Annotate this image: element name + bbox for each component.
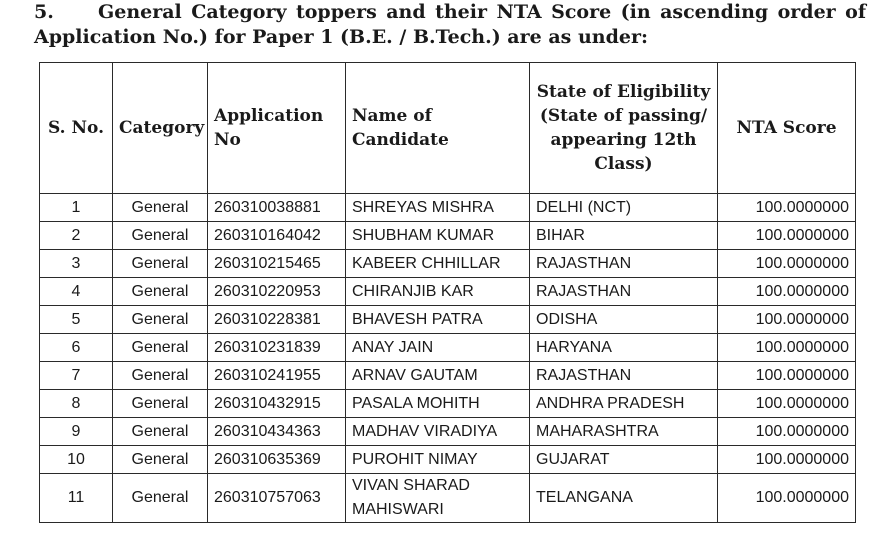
cell-category: General: [113, 390, 208, 418]
header-candidate-name: Name of Candidate: [346, 63, 530, 194]
cell-nta-score: 100.0000000: [718, 334, 856, 362]
cell-state: DELHI (NCT): [530, 194, 718, 222]
cell-application-no: 260310164042: [208, 222, 346, 250]
table-row: [40, 418, 856, 446]
cell-category: General: [113, 306, 208, 334]
cell-sno: 4: [40, 278, 113, 306]
table-row: [40, 250, 856, 278]
cell-state: RAJASTHAN: [530, 362, 718, 390]
cell-application-no: 260310757063: [208, 474, 346, 523]
toppers-table: [39, 62, 856, 523]
cell-nta-score: 100.0000000: [718, 278, 856, 306]
cell-state: GUJARAT: [530, 446, 718, 474]
cell-application-no: 260310241955: [208, 362, 346, 390]
cell-category: General: [113, 250, 208, 278]
table-row: [40, 222, 856, 250]
header-category: Category: [113, 63, 208, 194]
cell-application-no: 260310228381: [208, 306, 346, 334]
table-body: [40, 194, 856, 523]
header-application-no: Application No: [208, 63, 346, 194]
table-row: [40, 474, 856, 523]
cell-sno: 6: [40, 334, 113, 362]
cell-state: HARYANA: [530, 334, 718, 362]
cell-category: General: [113, 362, 208, 390]
table-row: [40, 390, 856, 418]
cell-sno: 2: [40, 222, 113, 250]
cell-sno: 5: [40, 306, 113, 334]
cell-category: General: [113, 418, 208, 446]
header-nta-score: NTA Score: [718, 63, 856, 194]
cell-candidate-name: KABEER CHHILLAR: [346, 250, 530, 278]
section-heading: [34, 0, 866, 50]
table-row: [40, 446, 856, 474]
cell-sno: 8: [40, 390, 113, 418]
cell-state: RAJASTHAN: [530, 250, 718, 278]
cell-state: RAJASTHAN: [530, 278, 718, 306]
cell-nta-score: 100.0000000: [718, 362, 856, 390]
cell-state: ODISHA: [530, 306, 718, 334]
cell-application-no: 260310220953: [208, 278, 346, 306]
cell-sno: 1: [40, 194, 113, 222]
cell-candidate-name: PUROHIT NIMAY: [346, 446, 530, 474]
cell-application-no: 260310038881: [208, 194, 346, 222]
cell-application-no: 260310215465: [208, 250, 346, 278]
cell-application-no: 260310434363: [208, 418, 346, 446]
cell-state: BIHAR: [530, 222, 718, 250]
cell-sno: 9: [40, 418, 113, 446]
cell-candidate-name: ANAY JAIN: [346, 334, 530, 362]
cell-category: General: [113, 222, 208, 250]
cell-nta-score: 100.0000000: [718, 194, 856, 222]
cell-nta-score: 100.0000000: [718, 446, 856, 474]
cell-nta-score: 100.0000000: [718, 390, 856, 418]
table-row: [40, 194, 856, 222]
table-row: [40, 362, 856, 390]
header-state-of-eligibility: State of Eligibility (State of passing/ appearing 12th Class): [530, 63, 718, 194]
cell-candidate-name: ARNAV GAUTAM: [346, 362, 530, 390]
table-row: [40, 334, 856, 362]
cell-nta-score: 100.0000000: [718, 474, 856, 523]
cell-sno: 7: [40, 362, 113, 390]
cell-state: ANDHRA PRADESH: [530, 390, 718, 418]
cell-application-no: 260310432915: [208, 390, 346, 418]
header-sno: S. No.: [40, 63, 113, 194]
cell-application-no: 260310231839: [208, 334, 346, 362]
cell-category: General: [113, 278, 208, 306]
section-title: General Category toppers and their NTA Score (in ascending order of Application No.) for Paper 1 (B.E. / B.Tech.) are as under:: [34, 1, 866, 48]
cell-candidate-name: SHREYAS MISHRA: [346, 194, 530, 222]
cell-category: General: [113, 334, 208, 362]
cell-candidate-name: BHAVESH PATRA: [346, 306, 530, 334]
cell-candidate-name: CHIRANJIB KAR: [346, 278, 530, 306]
table-row: [40, 306, 856, 334]
cell-sno: 10: [40, 446, 113, 474]
table-header-row: [40, 63, 856, 194]
section-number: 5.: [34, 1, 54, 23]
cell-nta-score: 100.0000000: [718, 222, 856, 250]
cell-sno: 3: [40, 250, 113, 278]
cell-category: General: [113, 446, 208, 474]
cell-nta-score: 100.0000000: [718, 418, 856, 446]
cell-candidate-name: VIVAN SHARAD MAHISWARI: [346, 474, 530, 523]
cell-nta-score: 100.0000000: [718, 306, 856, 334]
table-row: [40, 278, 856, 306]
cell-nta-score: 100.0000000: [718, 250, 856, 278]
cell-sno: 11: [40, 474, 113, 523]
cell-category: General: [113, 194, 208, 222]
cell-candidate-name: MADHAV VIRADIYA: [346, 418, 530, 446]
cell-candidate-name: SHUBHAM KUMAR: [346, 222, 530, 250]
cell-category: General: [113, 474, 208, 523]
cell-application-no: 260310635369: [208, 446, 346, 474]
cell-state: MAHARASHTRA: [530, 418, 718, 446]
cell-state: TELANGANA: [530, 474, 718, 523]
cell-candidate-name: PASALA MOHITH: [346, 390, 530, 418]
